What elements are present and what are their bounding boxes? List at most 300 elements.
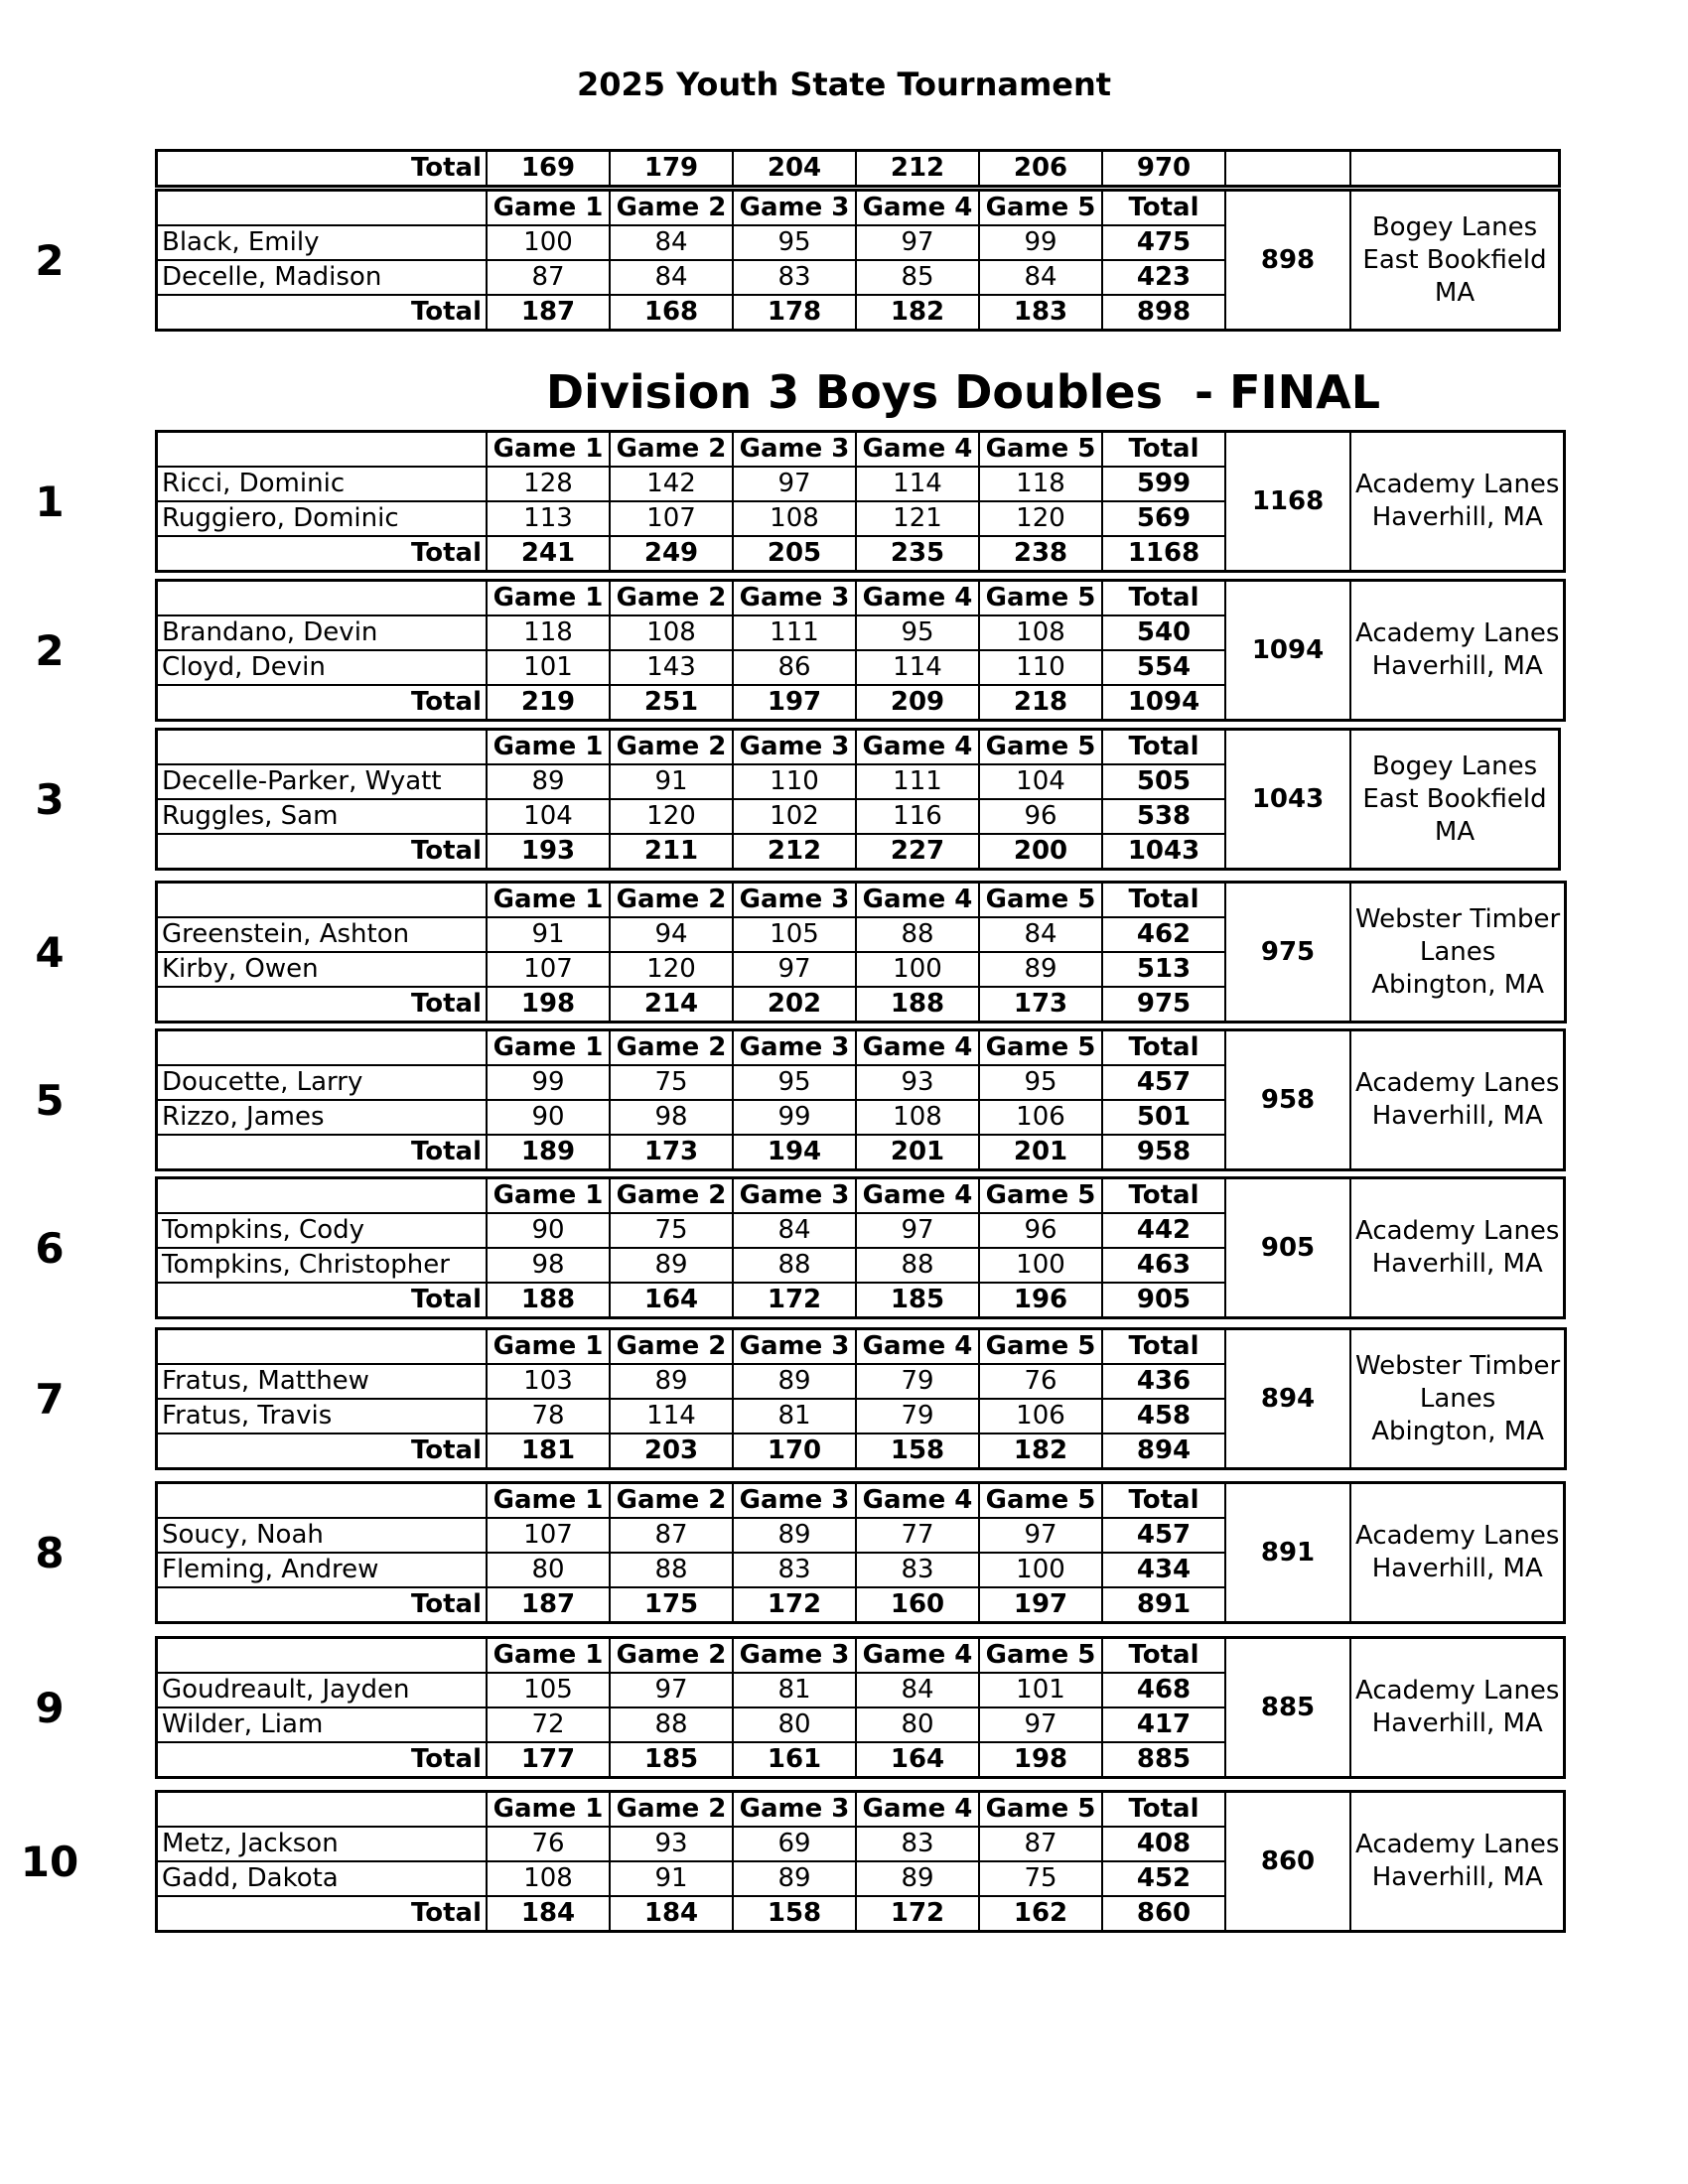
- entry-table: [155, 579, 1566, 722]
- game-total: 227: [856, 834, 979, 870]
- game-score: 81: [733, 1673, 856, 1707]
- game-total: 158: [733, 1896, 856, 1932]
- game-total: 158: [856, 1433, 979, 1469]
- game-score: 101: [979, 1673, 1102, 1707]
- game-total: 860: [1102, 1896, 1225, 1932]
- game-score: 120: [610, 952, 733, 987]
- game-score: 84: [733, 1213, 856, 1248]
- game-total: 173: [610, 1135, 733, 1170]
- game-score: 98: [610, 1100, 733, 1135]
- total-label: Total: [157, 536, 488, 572]
- game-total: 202: [733, 987, 856, 1023]
- game-score: 89: [856, 1861, 979, 1896]
- game-total: 219: [487, 685, 610, 721]
- column-header: Game 4: [856, 432, 979, 468]
- game-total: 175: [610, 1587, 733, 1623]
- bowling-center-line: Haverhill, MA: [1371, 1554, 1543, 1583]
- game-total: 182: [856, 295, 979, 331]
- column-header: Game 1: [487, 883, 610, 918]
- column-header: Game 5: [979, 1638, 1102, 1674]
- game-score: 114: [856, 650, 979, 685]
- game-score: 121: [856, 501, 979, 536]
- game-score: 80: [856, 1707, 979, 1742]
- game-score: 113: [487, 501, 610, 536]
- blank-header-cell: [157, 191, 488, 226]
- entry-table: [155, 1327, 1567, 1470]
- game-score: 83: [856, 1553, 979, 1587]
- place-number: 4: [35, 928, 65, 977]
- team-total-cell: 1168: [1225, 432, 1350, 572]
- bowling-center-line: Haverhill, MA: [1371, 1249, 1543, 1279]
- game-total: 198: [979, 1742, 1102, 1778]
- game-score: 80: [487, 1553, 610, 1587]
- blank-header-cell: [157, 883, 488, 918]
- game-score: 84: [979, 260, 1102, 295]
- game-score: 95: [733, 225, 856, 260]
- column-header: Game 5: [979, 1329, 1102, 1365]
- game-total: 891: [1102, 1587, 1225, 1623]
- game-total: 178: [733, 295, 856, 331]
- entry-table: [155, 1176, 1566, 1319]
- total-label: Total: [157, 1283, 488, 1318]
- game-score: 88: [610, 1707, 733, 1742]
- bowling-center-line: MA: [1434, 816, 1476, 847]
- column-header: Game 1: [487, 432, 610, 468]
- column-header: Game 3: [733, 581, 856, 616]
- game-score: 96: [979, 1213, 1102, 1248]
- bowling-center-cell: [1350, 1329, 1566, 1469]
- game-score: 102: [733, 799, 856, 834]
- game-score: 88: [856, 917, 979, 952]
- game-score: 94: [610, 917, 733, 952]
- player-name: Decelle, Madison: [157, 260, 488, 295]
- game-score: 120: [979, 501, 1102, 536]
- player-name: Brandano, Devin: [157, 615, 488, 650]
- game-total: 197: [733, 685, 856, 721]
- game-total: 894: [1102, 1433, 1225, 1469]
- game-total: 160: [856, 1587, 979, 1623]
- player-total: 513: [1102, 952, 1225, 987]
- column-header: Game 5: [979, 1178, 1102, 1214]
- player-total: 436: [1102, 1364, 1225, 1399]
- game-total: 182: [979, 1433, 1102, 1469]
- game-total: 162: [979, 1896, 1102, 1932]
- game-score: 84: [610, 225, 733, 260]
- game-score: 97: [979, 1518, 1102, 1553]
- entry-table: [155, 430, 1566, 573]
- column-header: Game 2: [610, 191, 733, 226]
- bowling-center-line: Academy Lanes: [1355, 1521, 1560, 1551]
- game-score: 108: [733, 501, 856, 536]
- blank-header-cell: [157, 581, 488, 616]
- game-score: 84: [979, 917, 1102, 952]
- column-header: Game 3: [733, 730, 856, 765]
- game-score: 108: [979, 615, 1102, 650]
- player-name: Fratus, Matthew: [157, 1364, 488, 1399]
- total-label: Total: [157, 1896, 488, 1932]
- game-total: 188: [487, 1283, 610, 1318]
- game-total: 172: [733, 1283, 856, 1318]
- column-header: Game 1: [487, 191, 610, 226]
- game-total: 196: [979, 1283, 1102, 1318]
- game-total: 1094: [1102, 685, 1225, 721]
- game-score: 76: [979, 1364, 1102, 1399]
- bowling-center-line: Academy Lanes: [1355, 1830, 1560, 1859]
- bowling-center-cell: [1350, 1792, 1565, 1932]
- game-total: 173: [979, 987, 1102, 1023]
- player-name: Goudreault, Jayden: [157, 1673, 488, 1707]
- bowling-center-line: Webster Timber: [1355, 903, 1561, 934]
- game-score: 89: [979, 952, 1102, 987]
- game-total: 905: [1102, 1283, 1225, 1318]
- bowling-center-line: Academy Lanes: [1355, 470, 1560, 499]
- game-score: 89: [733, 1364, 856, 1399]
- game-total: 238: [979, 536, 1102, 572]
- column-header: Total: [1102, 1638, 1225, 1674]
- header-row: [157, 1329, 1566, 1365]
- game-total: 214: [610, 987, 733, 1023]
- bowling-center-line: East Bookfield: [1362, 783, 1547, 814]
- column-header: Game 3: [733, 1178, 856, 1214]
- game-total: 183: [979, 295, 1102, 331]
- game-score: 142: [610, 467, 733, 501]
- game-total: 205: [733, 536, 856, 572]
- game-score: 86: [733, 650, 856, 685]
- game-total: 172: [733, 1587, 856, 1623]
- game-score: 69: [733, 1827, 856, 1861]
- column-header: Game 4: [856, 1792, 979, 1828]
- bowling-center-line: Lanes: [1419, 1383, 1496, 1414]
- team-total-cell: [1225, 151, 1350, 187]
- column-header: Game 1: [487, 1030, 610, 1066]
- column-header: Game 1: [487, 1329, 610, 1365]
- game-score: 97: [610, 1673, 733, 1707]
- game-score: 105: [487, 1673, 610, 1707]
- column-header: Game 4: [856, 883, 979, 918]
- game-total: 958: [1102, 1135, 1225, 1170]
- place-number: 10: [20, 1838, 79, 1886]
- game-score: 111: [733, 615, 856, 650]
- game-score: 108: [610, 615, 733, 650]
- game-total: 185: [856, 1283, 979, 1318]
- game-score: 90: [487, 1100, 610, 1135]
- player-name: Ruggiero, Dominic: [157, 501, 488, 536]
- game-total: 241: [487, 536, 610, 572]
- player-total: 452: [1102, 1861, 1225, 1896]
- total-label: Total: [157, 1587, 488, 1623]
- player-total: 457: [1102, 1518, 1225, 1553]
- blank-header-cell: [157, 1178, 488, 1214]
- player-name: Fratus, Travis: [157, 1399, 488, 1433]
- game-score: 97: [733, 952, 856, 987]
- place-number: 3: [35, 775, 65, 824]
- player-name: Greenstein, Ashton: [157, 917, 488, 952]
- column-header: Game 2: [610, 730, 733, 765]
- column-header: Total: [1102, 191, 1225, 226]
- game-score: 81: [733, 1399, 856, 1433]
- column-header: Game 5: [979, 581, 1102, 616]
- column-header: Game 5: [979, 191, 1102, 226]
- game-score: 91: [610, 1861, 733, 1896]
- entry-table: [155, 1790, 1566, 1933]
- column-header: Game 1: [487, 1638, 610, 1674]
- column-header: Game 4: [856, 1178, 979, 1214]
- game-total: 177: [487, 1742, 610, 1778]
- player-name: Doucette, Larry: [157, 1065, 488, 1100]
- column-header: Game 1: [487, 581, 610, 616]
- player-total: 457: [1102, 1065, 1225, 1100]
- game-total: 212: [733, 834, 856, 870]
- column-header: Game 4: [856, 1638, 979, 1674]
- total-row: [157, 151, 1560, 187]
- game-total: 168: [610, 295, 733, 331]
- header-row: [157, 1792, 1565, 1828]
- total-label: Total: [157, 295, 488, 331]
- game-score: 93: [610, 1827, 733, 1861]
- player-total: 442: [1102, 1213, 1225, 1248]
- team-total-cell: 958: [1225, 1030, 1350, 1170]
- game-score: 95: [856, 615, 979, 650]
- game-score: 114: [856, 467, 979, 501]
- player-total: 468: [1102, 1673, 1225, 1707]
- player-name: Ruggles, Sam: [157, 799, 488, 834]
- column-header: Game 4: [856, 191, 979, 226]
- game-score: 83: [733, 1553, 856, 1587]
- previous-total-table: [155, 149, 1561, 188]
- game-score: 89: [487, 764, 610, 799]
- header-row: [157, 191, 1560, 226]
- column-header: Game 3: [733, 191, 856, 226]
- bowling-center-cell: [1350, 883, 1566, 1023]
- game-score: 87: [487, 260, 610, 295]
- total-label: Total: [157, 1433, 488, 1469]
- team-total-cell: 891: [1225, 1483, 1350, 1623]
- bowling-center-cell: [1350, 1178, 1565, 1318]
- player-name: Fleming, Andrew: [157, 1553, 488, 1587]
- team-total-cell: 975: [1225, 883, 1350, 1023]
- game-score: 79: [856, 1364, 979, 1399]
- column-header: Game 2: [610, 432, 733, 468]
- column-header: Game 2: [610, 1638, 733, 1674]
- game-score: 87: [979, 1827, 1102, 1861]
- total-label: Total: [157, 987, 488, 1023]
- column-header: Game 2: [610, 1178, 733, 1214]
- game-total: 189: [487, 1135, 610, 1170]
- header-row: [157, 730, 1560, 765]
- column-header: Game 2: [610, 883, 733, 918]
- player-total: 462: [1102, 917, 1225, 952]
- bowling-center-line: MA: [1434, 277, 1476, 308]
- column-header: Game 5: [979, 432, 1102, 468]
- column-header: Game 2: [610, 581, 733, 616]
- game-total: 211: [610, 834, 733, 870]
- game-score: 77: [856, 1518, 979, 1553]
- bowling-center-cell: [1350, 581, 1565, 721]
- bowling-center-line: Academy Lanes: [1355, 1676, 1560, 1706]
- game-score: 79: [856, 1399, 979, 1433]
- player-total: 599: [1102, 467, 1225, 501]
- column-header: Total: [1102, 1030, 1225, 1066]
- game-score: 103: [487, 1364, 610, 1399]
- game-score: 118: [979, 467, 1102, 501]
- place-number: 7: [35, 1375, 65, 1424]
- game-score: 75: [979, 1861, 1102, 1896]
- game-score: 97: [979, 1707, 1102, 1742]
- game-score: 101: [487, 650, 610, 685]
- bowling-center-line: Lanes: [1419, 936, 1496, 967]
- entry-table: [155, 189, 1561, 332]
- column-header: Game 3: [733, 1638, 856, 1674]
- player-name: Tompkins, Cody: [157, 1213, 488, 1248]
- game-score: 97: [856, 225, 979, 260]
- game-score: 97: [733, 467, 856, 501]
- player-total: 434: [1102, 1553, 1225, 1587]
- player-total: 408: [1102, 1827, 1225, 1861]
- total-label: Total: [157, 151, 488, 187]
- player-total: 475: [1102, 225, 1225, 260]
- game-total: 188: [856, 987, 979, 1023]
- column-header: Game 1: [487, 1792, 610, 1828]
- game-score: 83: [733, 260, 856, 295]
- place-number: 8: [35, 1529, 65, 1577]
- column-header: Total: [1102, 1792, 1225, 1828]
- bowling-center-cell: [1350, 191, 1560, 331]
- bowling-center-line: Haverhill, MA: [1371, 1708, 1543, 1738]
- game-score: 80: [733, 1707, 856, 1742]
- player-total: 540: [1102, 615, 1225, 650]
- column-header: Game 4: [856, 730, 979, 765]
- game-score: 111: [856, 764, 979, 799]
- blank-header-cell: [157, 1329, 488, 1365]
- game-score: 107: [487, 952, 610, 987]
- entry-table: [155, 1636, 1566, 1779]
- header-row: [157, 1638, 1565, 1674]
- column-header: Game 3: [733, 1030, 856, 1066]
- total-label: Total: [157, 1742, 488, 1778]
- team-total-cell: 1043: [1225, 730, 1350, 870]
- player-name: Decelle-Parker, Wyatt: [157, 764, 488, 799]
- column-header: Total: [1102, 1329, 1225, 1365]
- place-number: 1: [35, 478, 65, 526]
- player-name: Rizzo, James: [157, 1100, 488, 1135]
- column-header: Game 4: [856, 1030, 979, 1066]
- blank-header-cell: [157, 730, 488, 765]
- game-score: 106: [979, 1399, 1102, 1433]
- game-score: 116: [856, 799, 979, 834]
- game-total: 218: [979, 685, 1102, 721]
- player-name: Black, Emily: [157, 225, 488, 260]
- team-total-cell: 1094: [1225, 581, 1350, 721]
- column-header: Game 1: [487, 730, 610, 765]
- game-score: 78: [487, 1399, 610, 1433]
- player-total: 505: [1102, 764, 1225, 799]
- game-score: 72: [487, 1707, 610, 1742]
- player-name: Cloyd, Devin: [157, 650, 488, 685]
- game-score: 88: [733, 1248, 856, 1283]
- page-title: 2025 Youth State Tournament: [576, 66, 1112, 103]
- team-total-cell: 905: [1225, 1178, 1350, 1318]
- game-score: 91: [610, 764, 733, 799]
- game-score: 85: [856, 260, 979, 295]
- game-total: 235: [856, 536, 979, 572]
- game-score: 99: [979, 225, 1102, 260]
- player-name: Ricci, Dominic: [157, 467, 488, 501]
- team-total-cell: 885: [1225, 1638, 1350, 1778]
- bowling-center-cell: [1350, 1638, 1565, 1778]
- game-total: 198: [487, 987, 610, 1023]
- game-score: 104: [487, 799, 610, 834]
- team-total-cell: 894: [1225, 1329, 1350, 1469]
- game-score: 118: [487, 615, 610, 650]
- column-header: Total: [1102, 883, 1225, 918]
- player-total: 554: [1102, 650, 1225, 685]
- header-row: [157, 1178, 1565, 1214]
- bowling-center-cell: [1350, 1483, 1565, 1623]
- player-total: 417: [1102, 1707, 1225, 1742]
- column-header: Game 5: [979, 883, 1102, 918]
- game-total: 172: [856, 1896, 979, 1932]
- column-header: Total: [1102, 1178, 1225, 1214]
- game-score: 108: [487, 1861, 610, 1896]
- player-total: 538: [1102, 799, 1225, 834]
- player-name: Gadd, Dakota: [157, 1861, 488, 1896]
- score-cell: 169: [487, 151, 610, 187]
- game-score: 114: [610, 1399, 733, 1433]
- column-header: Total: [1102, 1483, 1225, 1519]
- total-label: Total: [157, 834, 488, 870]
- bowling-center-line: Academy Lanes: [1355, 618, 1560, 648]
- game-total: 187: [487, 1587, 610, 1623]
- entry-table: [155, 881, 1567, 1024]
- game-total: 200: [979, 834, 1102, 870]
- column-header: Game 5: [979, 1483, 1102, 1519]
- bowling-center-line: Webster Timber: [1355, 1350, 1561, 1381]
- game-total: 975: [1102, 987, 1225, 1023]
- game-total: 193: [487, 834, 610, 870]
- game-score: 76: [487, 1827, 610, 1861]
- column-header: Game 4: [856, 1483, 979, 1519]
- game-score: 95: [733, 1065, 856, 1100]
- bowling-center-cell: [1350, 1030, 1565, 1170]
- game-total: 209: [856, 685, 979, 721]
- game-total: 1043: [1102, 834, 1225, 870]
- blank-header-cell: [157, 1483, 488, 1519]
- game-score: 84: [856, 1673, 979, 1707]
- bowling-center-line: Academy Lanes: [1355, 1068, 1560, 1098]
- score-cell: 970: [1102, 151, 1225, 187]
- bowling-center-line: Abington, MA: [1371, 1416, 1545, 1446]
- blank-header-cell: [157, 1792, 488, 1828]
- header-row: [157, 883, 1566, 918]
- column-header: Game 2: [610, 1329, 733, 1365]
- bowling-center-line: Academy Lanes: [1355, 1216, 1560, 1246]
- game-score: 90: [487, 1213, 610, 1248]
- bowling-center-line: Haverhill, MA: [1371, 1862, 1543, 1892]
- game-total: 181: [487, 1433, 610, 1469]
- score-cell: 212: [856, 151, 979, 187]
- game-score: 110: [733, 764, 856, 799]
- column-header: Game 2: [610, 1030, 733, 1066]
- game-score: 88: [856, 1248, 979, 1283]
- place-number: 6: [35, 1224, 65, 1273]
- column-header: Game 4: [856, 581, 979, 616]
- game-score: 107: [487, 1518, 610, 1553]
- score-cell: 206: [979, 151, 1102, 187]
- place-number: 9: [35, 1684, 65, 1732]
- game-total: 201: [856, 1135, 979, 1170]
- game-total: 251: [610, 685, 733, 721]
- column-header: Game 3: [733, 1329, 856, 1365]
